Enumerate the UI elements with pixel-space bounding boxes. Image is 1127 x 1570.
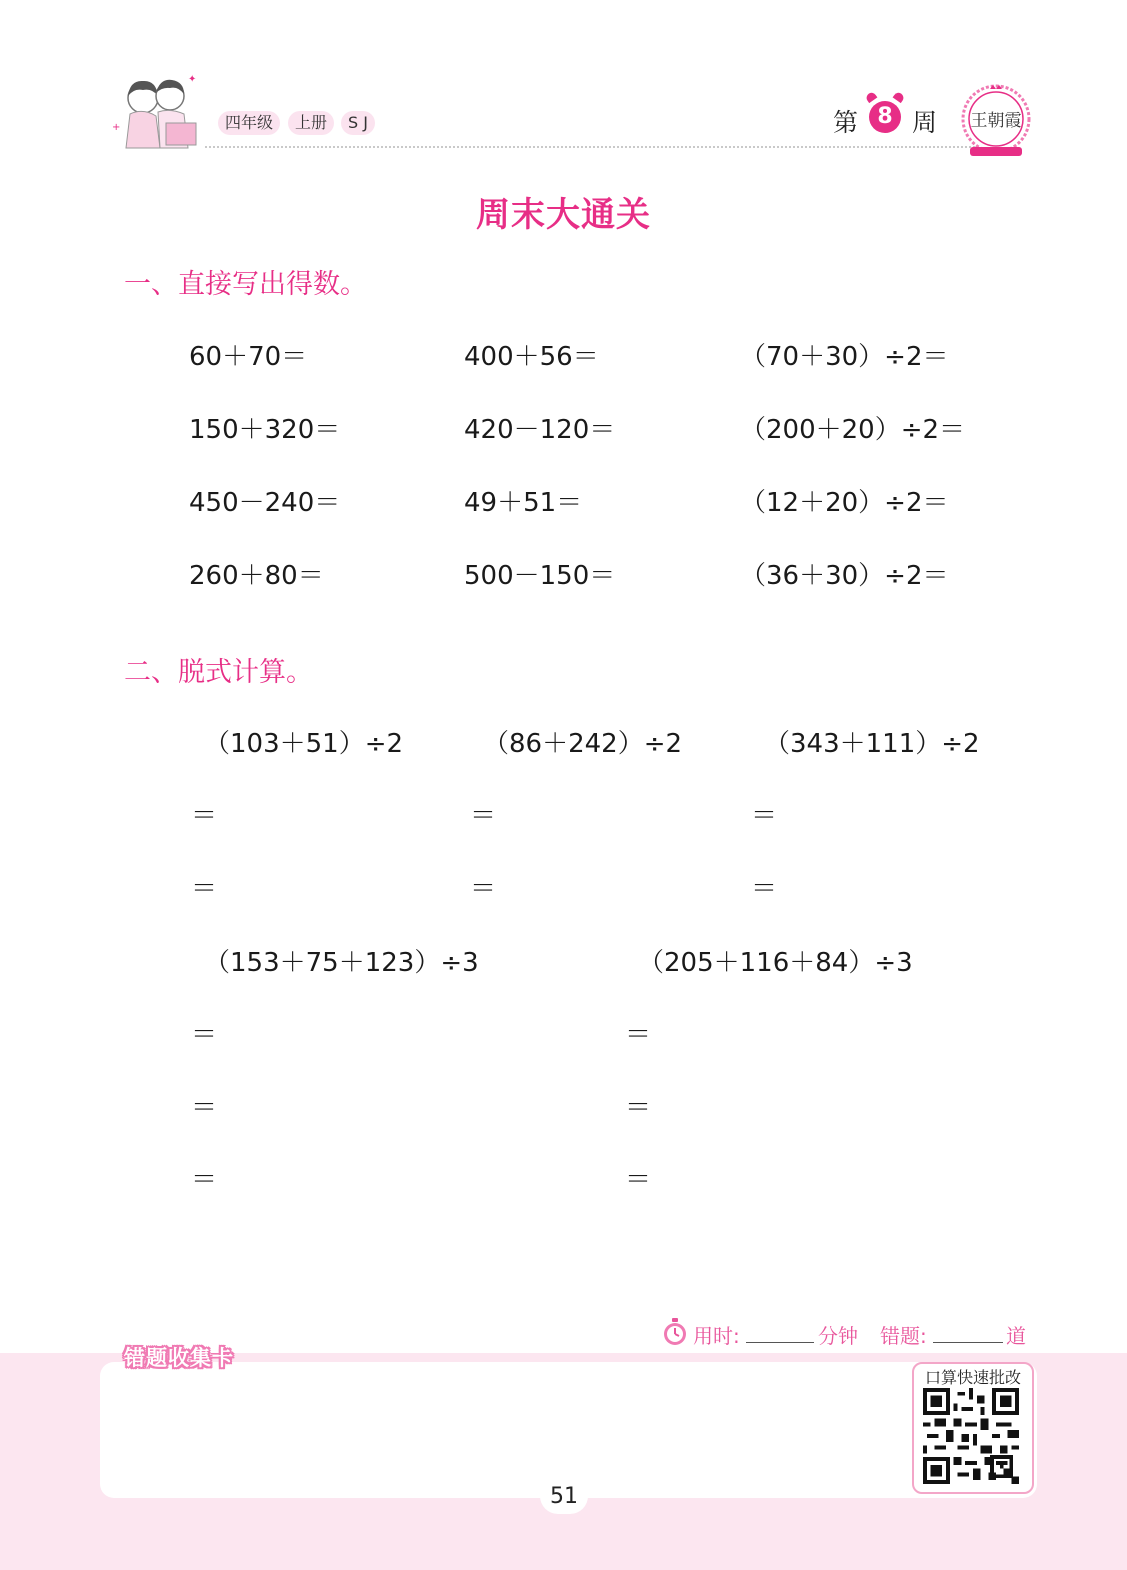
svg-text:王朝霞: 王朝霞 [970,111,1022,131]
exercise-2-2: 420－120＝ [464,415,616,445]
section-heading-direct-answers: 一、直接写出得数。 [124,269,367,300]
alarm-bell-right-icon [893,91,906,103]
exercise-1-3: （70＋30）÷2＝ [740,342,949,372]
mistake-card-title: 错题收集卡 [124,1346,234,1370]
step-problem-4: （153＋75＋123）÷3 [204,948,479,978]
errors-unit: 道 [1006,1324,1026,1348]
qr-label: 口算快速批改 [924,1368,1021,1387]
stopwatch-icon [662,1318,688,1346]
answer-line-equals: ＝ [625,1020,652,1050]
answer-line-equals: ＝ [470,874,497,904]
time-used-label: 用时: [693,1324,740,1348]
header-divider [205,146,975,148]
step-problem-3: （343＋111）÷2 [764,729,980,759]
time-used-blank[interactable] [746,1342,814,1343]
answer-line-equals: ＝ [191,801,218,831]
children-illustration [108,68,208,158]
week-number-alarm-clock: 8 [869,101,901,133]
volume-tag: 上册 [288,111,334,135]
exercise-2-3: （200＋20）÷2＝ [740,415,966,445]
answer-line-equals: ＝ [191,1093,218,1123]
exercise-1-2: 400＋56＝ [464,342,599,372]
svg-text:+: + [112,122,121,133]
answer-line-equals: ＝ [751,801,778,831]
step-problem-1: （103＋51）÷2 [204,729,404,759]
exercise-3-1: 450－240＝ [189,488,341,518]
exercise-4-2: 500－150＝ [464,561,616,591]
exercise-2-1: 150＋320＝ [189,415,341,445]
page-number: 51 [540,1478,588,1514]
exercise-4-3: （36＋30）÷2＝ [740,561,949,591]
exercise-3-3: （12＋20）÷2＝ [740,488,949,518]
alarm-bell-left-icon [865,91,878,103]
brand-seal-logo [960,83,1032,159]
section-heading-step-calculation: 二、脱式计算。 [124,657,313,688]
exercise-1-1: 60＋70＝ [189,342,308,372]
errors-label: 错题: [880,1324,927,1348]
answer-line-equals: ＝ [625,1165,652,1195]
qr-code-icon[interactable] [922,1388,1020,1484]
answer-line-equals: ＝ [470,801,497,831]
answer-line-equals: ＝ [191,1020,218,1050]
page-title: 周末大通关 [476,195,651,235]
exercise-3-2: 49＋51＝ [464,488,583,518]
week-suffix: 周 [912,108,938,137]
grade-tag: 四年级 [218,111,280,135]
step-problem-5: （205＋116＋84）÷3 [638,948,913,978]
week-prefix: 第 [833,108,859,137]
errors-blank[interactable] [933,1342,1003,1343]
answer-line-equals: ＝ [191,1165,218,1195]
answer-line-equals: ＝ [191,874,218,904]
answer-line-equals: ＝ [625,1093,652,1123]
svg-text:✦: ✦ [188,74,197,85]
edition-tag: S J [341,111,375,135]
step-problem-2: （86＋242）÷2 [483,729,683,759]
answer-line-equals: ＝ [751,874,778,904]
time-unit: 分钟 [818,1324,858,1348]
exercise-4-1: 260＋80＝ [189,561,324,591]
